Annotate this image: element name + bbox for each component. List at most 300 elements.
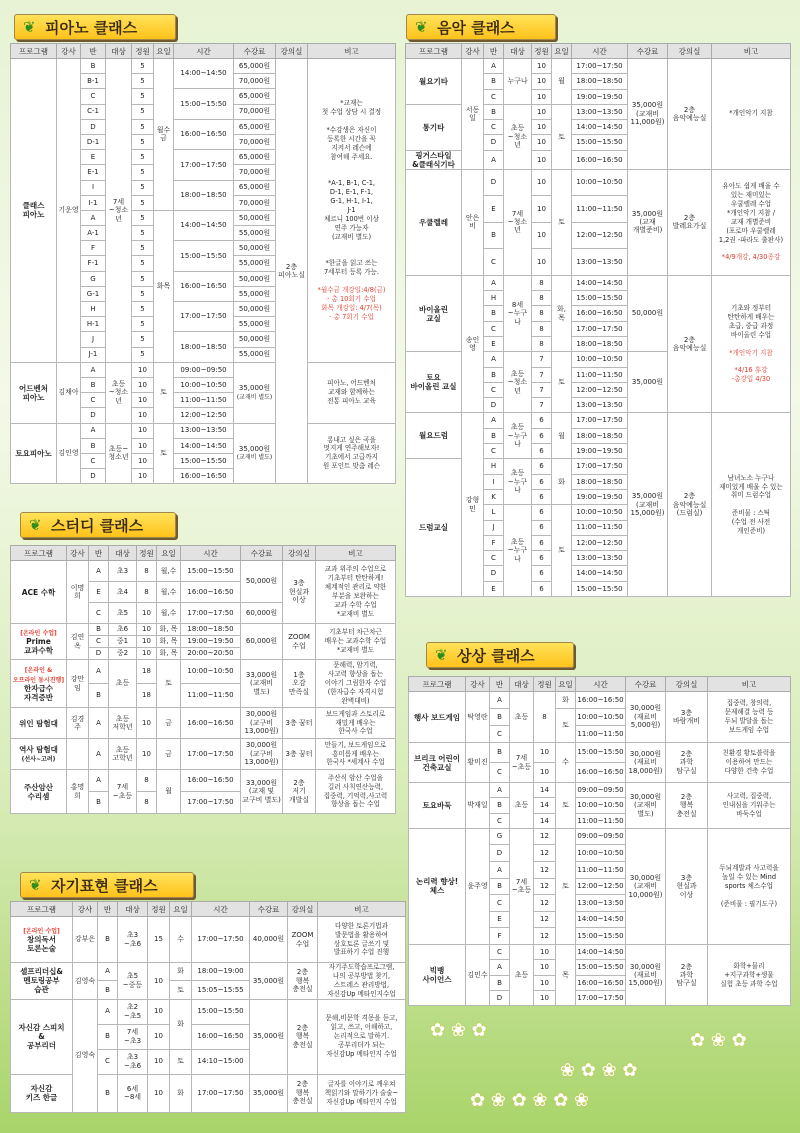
time: 09:00~09:50 <box>174 362 234 377</box>
time: 16:00~16:50 <box>181 708 241 739</box>
imag-table <box>408 676 791 1006</box>
study-section-title: ❦ 스터디 클래스 <box>20 512 176 538</box>
target: 초2 ~초5 <box>118 999 148 1024</box>
time: 14:00~14:50 <box>572 275 628 290</box>
target: 7세 ~청소년 <box>504 169 532 275</box>
capacity: 10 <box>532 150 552 169</box>
capacity: 10 <box>534 743 556 763</box>
capacity: 10 <box>137 708 157 739</box>
teacher: 김민수 <box>466 945 490 1006</box>
fee: 35,000원 (교재비 11,000원) <box>628 59 668 170</box>
time: 17:00~17:50 <box>174 150 234 180</box>
capacity: 8 <box>532 291 552 306</box>
room: 2층 음악예능실 <box>668 59 712 170</box>
program-name: 브리크 어린이 건축교실 <box>409 743 466 783</box>
class-code: B <box>81 438 106 453</box>
table-row <box>409 828 791 845</box>
table-row <box>409 945 791 960</box>
capacity: 6 <box>532 413 552 428</box>
note: 주산식 암산 수업을 길러 사칙연산능력, 집중력, 기억력,사고력 향상을 돕는 수업 <box>316 770 396 814</box>
capacity: 8 <box>137 770 157 792</box>
capacity: 7 <box>532 352 552 367</box>
capacity: 5 <box>132 241 154 256</box>
capacity: 10 <box>132 393 154 408</box>
capacity: 7 <box>532 398 552 413</box>
capacity: 10 <box>532 120 552 135</box>
column-header: 반 <box>89 546 109 561</box>
program-name: ACE 수학 <box>11 561 67 624</box>
column-header: 대상 <box>118 902 148 917</box>
day: 토 <box>154 423 174 484</box>
class-code: H <box>484 459 504 474</box>
day: 화 <box>170 963 192 981</box>
capacity: 8 <box>137 582 157 603</box>
class-code: D-1 <box>81 134 106 149</box>
class-code: C <box>98 1049 118 1074</box>
capacity: 10 <box>148 963 170 1000</box>
program-name: 셀프리더십& 멘토링공부 습관 <box>11 963 73 1000</box>
capacity: 6 <box>532 505 552 520</box>
time: 14:10~15:00 <box>192 1049 250 1074</box>
time: 11:00~11:50 <box>181 684 241 708</box>
class-code: C <box>484 321 504 336</box>
capacity: 6 <box>532 581 552 596</box>
class-code: H <box>81 302 106 317</box>
column-header: 반 <box>484 44 504 59</box>
sprout-icon: ❦ <box>435 646 448 664</box>
day: 토 <box>157 660 181 708</box>
capacity: 12 <box>534 862 556 879</box>
time: 17:00~17:50 <box>174 302 234 332</box>
capacity: 8 <box>137 792 157 814</box>
column-header: 강사 <box>57 44 81 59</box>
time: 12:00~12:50 <box>572 222 628 249</box>
table-row <box>409 692 791 709</box>
class-code: B <box>98 917 118 963</box>
program-name: 핑거스타일 &클래식기타 <box>406 150 462 169</box>
fee: 70,000원 <box>234 74 276 89</box>
time: 18:00~18:50 <box>174 180 234 210</box>
day: 월 <box>552 413 572 459</box>
program-name: [온라인 수업] 창의독서 토론논술 <box>11 917 73 963</box>
time: 10:00~10:50 <box>572 505 628 520</box>
day: 토 <box>552 104 572 169</box>
program-name: 바이올린 교실 <box>406 275 462 351</box>
column-header: 대상 <box>510 677 534 692</box>
time: 15:00~15:50 <box>572 581 628 596</box>
day: 토 <box>552 352 572 413</box>
capacity: 10 <box>534 960 556 975</box>
target: 7세 ~초3 <box>118 1024 148 1049</box>
fee: 50,000원 <box>628 275 668 351</box>
time: 14:00~14:50 <box>572 566 628 581</box>
column-header: 요일 <box>552 44 572 59</box>
class-code: A <box>484 413 504 428</box>
room: 2층 저기 개발실 <box>283 770 316 814</box>
day: 화, 목 <box>552 275 572 351</box>
capacity: 18 <box>137 660 157 684</box>
column-header: 요일 <box>556 677 576 692</box>
column-header: 프로그램 <box>11 546 67 561</box>
fee: 70,000원 <box>234 104 276 119</box>
music-table <box>405 43 791 597</box>
time: 17:00~17:50 <box>572 321 628 336</box>
day: 금 <box>157 739 181 770</box>
piano-table <box>10 43 396 484</box>
target: 초등 저학년 <box>109 708 137 739</box>
table-row <box>11 739 396 770</box>
class-code: B <box>484 306 504 321</box>
time: 10:00~10:50 <box>572 352 628 367</box>
target: 초3 <box>109 561 137 582</box>
column-header: 대상 <box>109 546 137 561</box>
column-header: 수강료 <box>628 44 668 59</box>
fee: 35,000원 <box>250 999 288 1074</box>
capacity: 10 <box>532 59 552 74</box>
capacity: 10 <box>137 636 157 648</box>
program-name: 우쿨렐레 <box>406 169 462 275</box>
time: 18:00~18:50 <box>572 428 628 443</box>
day: 토 <box>556 709 576 743</box>
class-code: B <box>484 74 504 89</box>
target: 초3 ~초6 <box>118 1049 148 1074</box>
capacity: 14 <box>534 813 556 828</box>
day: 화, 목 <box>157 624 181 636</box>
class-code: C <box>81 393 106 408</box>
program-name: 어드벤처 피아노 <box>11 362 57 423</box>
column-header: 강사 <box>73 902 98 917</box>
header-row <box>11 902 406 917</box>
program-name: 월요드럼 <box>406 413 462 459</box>
time: 19:00~19:50 <box>572 444 628 459</box>
table-row <box>11 362 396 377</box>
teacher: 홍명희 <box>67 770 89 814</box>
capacity: 10 <box>132 362 154 377</box>
class-code: A <box>81 362 106 377</box>
column-header: 강의실 <box>666 677 708 692</box>
teacher: 황미진 <box>466 743 490 783</box>
header-row <box>406 44 791 59</box>
fee: 65,000원 <box>234 59 276 74</box>
capacity: 14 <box>534 783 556 798</box>
target: 누구나 <box>504 59 532 105</box>
column-header: 프로그램 <box>11 44 57 59</box>
teacher: 윤주영 <box>466 828 490 944</box>
program-name: [온라인 수업] Prime 교과수학 <box>11 624 67 660</box>
table-row <box>409 783 791 798</box>
time: 14:00~14:50 <box>576 945 626 960</box>
header-row <box>409 677 791 692</box>
capacity: 5 <box>132 165 154 180</box>
time: 18:00~19:00 <box>192 963 250 981</box>
class-code: C <box>490 945 510 960</box>
time: 17:00~17:50 <box>576 990 626 1005</box>
teacher: 서동일 <box>462 59 484 170</box>
fee: 33,000원 (교재 및 교구비 별도) <box>241 770 283 814</box>
class-code: B <box>98 1024 118 1049</box>
column-header: 비고 <box>308 44 396 59</box>
teacher: 강형민 <box>462 413 484 597</box>
day: 토 <box>556 783 576 829</box>
header-row <box>11 44 396 59</box>
room: 2층 음악예능실 (드럼실) <box>668 413 712 597</box>
column-header: 수강료 <box>626 677 666 692</box>
time: 15:00~15:50 <box>572 135 628 150</box>
column-header: 반 <box>81 44 106 59</box>
class-code: C <box>484 551 504 566</box>
class-code: A <box>484 150 504 169</box>
time: 15:00~15:50 <box>572 291 628 306</box>
time: 15:00~15:50 <box>174 89 234 119</box>
column-header: 정원 <box>534 677 556 692</box>
capacity: 12 <box>534 911 556 928</box>
capacity: 10 <box>148 1074 170 1112</box>
class-code: E <box>484 336 504 351</box>
table-row <box>11 708 396 739</box>
capacity: 10 <box>132 423 154 438</box>
class-code: C <box>490 763 510 783</box>
column-header: 강의실 <box>668 44 712 59</box>
target: 초4 <box>109 582 137 603</box>
target: 초등 <box>510 783 534 829</box>
target: 초등 ~청소년 <box>504 104 532 169</box>
program-name: 토요 바이올린 교실 <box>406 352 462 413</box>
class-code: C <box>81 453 106 468</box>
fee: 40,000원 <box>250 917 288 963</box>
day: 화 <box>556 692 576 709</box>
fee: 55,000원 <box>234 317 276 332</box>
note: 교과 위주의 수업으로 기초부터 탄탄하게! 체계적인 관리로 약한 부분을 보완하는 교과 수학 수업 *교재비 별도 <box>316 561 396 624</box>
note: 집중력, 창의력, 문제해결 능력 등 두뇌 발달을 돕는 보드게임 수업 <box>708 692 791 743</box>
time: 16:00~16:50 <box>572 306 628 321</box>
time: 15:00~15:50 <box>576 928 626 945</box>
fee: 50,000원 <box>234 241 276 256</box>
note: 피아노, 어드벤처 교재와 함께하는 전통 피아노 교육 <box>308 362 396 423</box>
program-name: 드럼교실 <box>406 459 462 597</box>
day: 화 <box>552 459 572 505</box>
column-header: 시간 <box>174 44 234 59</box>
class-code: F <box>490 928 510 945</box>
target: 중2 <box>109 648 137 660</box>
day: 화목 <box>154 210 174 362</box>
fee: 35,000원 <box>250 1074 288 1112</box>
capacity: 10 <box>132 377 154 392</box>
note: 화학+물리 +지구과학+생물 실험 초등 과학 수업 <box>708 945 791 1006</box>
class-code: E <box>89 582 109 603</box>
time: 13:00~13:50 <box>572 551 628 566</box>
time: 16:00~16:50 <box>174 119 234 149</box>
class-code: B <box>484 367 504 382</box>
time: 11:00~11:50 <box>572 520 628 535</box>
class-code: E <box>484 196 504 223</box>
table-row <box>406 275 791 290</box>
room: 3층 현실과 이상 <box>666 828 708 944</box>
column-header: 강의실 <box>276 44 308 59</box>
capacity: 6 <box>532 428 552 443</box>
time: 10:00~10:50 <box>576 845 626 862</box>
teacher: 김인영 <box>57 423 81 484</box>
time: 19:00~19:50 <box>572 489 628 504</box>
target: 8세 ~누구나 <box>504 275 532 351</box>
class-code: B <box>89 792 109 814</box>
fee: 65,000원 <box>234 89 276 104</box>
class-code: D <box>81 408 106 423</box>
capacity: 10 <box>148 1024 170 1049</box>
class-code: E <box>81 150 106 165</box>
column-header: 대상 <box>504 44 532 59</box>
class-code: B <box>98 1074 118 1112</box>
class-code: B <box>484 104 504 119</box>
note: *교재는 첫 수업 상담 시 결정 *수강생은 자신이 등록한 시간을 꼭 지켜서 레슨에 참여해 주세요. *A-1, B-1, C-1, D-1, E-1, F-1, G-1, H-1, I-1, J-1 체르니 100번 이상 연주 가능자 (교재비 별도) *한글을 읽고 쓰는 7세부터 등록 가능. *월수금 개강일:4/8(금) - 총 10회기 수업 화목 개강일: 4/7(목) - 총 7회기 수업 <box>308 59 396 363</box>
capacity: 5 <box>132 317 154 332</box>
teacher: 기운영 <box>57 59 81 363</box>
flower-icon: ✿ ❀ ✿ <box>430 1020 487 1041</box>
capacity: 10 <box>132 408 154 423</box>
fee: 50,000원 <box>241 561 283 603</box>
class-code: J-1 <box>81 347 106 362</box>
class-code: B <box>490 878 510 895</box>
fee: 30,000원 (재료비 5,000원) <box>626 692 666 743</box>
class-code: I-1 <box>81 195 106 210</box>
time: 13:00~13:50 <box>576 895 626 912</box>
program-name: [온라인 & 오프라인 동시진행] 한자급수 자격증반 <box>11 660 67 708</box>
time: 17:00~17:50 <box>572 413 628 428</box>
class-code: I <box>81 180 106 195</box>
fee: 50,000원 <box>234 271 276 286</box>
class-code: E-1 <box>81 165 106 180</box>
capacity: 5 <box>132 271 154 286</box>
program-name: 위인 탐험대 <box>11 708 67 739</box>
fee: 55,000원 <box>234 347 276 362</box>
column-header: 강의실 <box>283 546 316 561</box>
room: 2층 과학 탐구실 <box>666 743 708 783</box>
capacity: 15 <box>148 917 170 963</box>
day: 수 <box>170 917 192 963</box>
note: 보드게임과 스토리로 재밌게 배우는 한국사 수업 <box>316 708 396 739</box>
time: 16:00~16:50 <box>572 150 628 169</box>
time: 18:00~18:50 <box>174 332 234 362</box>
fee: 30,000원 (교재비 별도) <box>626 783 666 829</box>
class-code: A <box>490 862 510 879</box>
capacity: 8 <box>532 336 552 351</box>
day: 토 <box>556 828 576 944</box>
fee: 65,000원 <box>234 119 276 134</box>
teacher: 탁영란 <box>466 692 490 743</box>
fee: 70,000원 <box>234 195 276 210</box>
day: 월,수 <box>157 561 181 582</box>
time: 16:00~16:50 <box>181 582 241 603</box>
column-header: 프로그램 <box>409 677 466 692</box>
class-code: C <box>484 120 504 135</box>
column-header: 강사 <box>67 546 89 561</box>
column-header: 정원 <box>137 546 157 561</box>
target: 초등 ~누구나 <box>504 459 532 505</box>
note: 글자를 이야기로 깨우쳐 책읽기와 말하기가 술술~ 자신감Up 메타인지 수업 <box>318 1074 406 1112</box>
teacher <box>67 739 89 770</box>
note: 남녀노소 누구나 재미있게 배울 수 있는 취미 드럼수업 준비물 : 스틱 (수업 전 사전 개인준비) <box>712 413 791 597</box>
target: 7세 ~청소년 <box>106 59 132 363</box>
time: 15:00~15:50 <box>192 999 250 1024</box>
class-code: C <box>81 89 106 104</box>
note: 만들기, 보드게임으로 흥미롭게 배우는 한국사 *세계사 수업 <box>316 739 396 770</box>
table-row <box>11 561 396 582</box>
class-code: G <box>81 271 106 286</box>
column-header: 수강료 <box>250 902 288 917</box>
column-header: 시간 <box>192 902 250 917</box>
time: 16:00~16:50 <box>174 469 234 484</box>
target: 초등 ~청소년 <box>106 362 132 423</box>
table-row <box>11 59 396 74</box>
class-code: C <box>89 603 109 624</box>
room: 3층 현실과 이상 <box>283 561 316 624</box>
capacity: 12 <box>534 845 556 862</box>
study-table <box>10 545 396 814</box>
capacity: 5 <box>132 180 154 195</box>
teacher: 강부은 <box>73 917 98 963</box>
class-code: D <box>484 135 504 150</box>
column-header: 수강료 <box>234 44 276 59</box>
capacity: 8 <box>137 561 157 582</box>
time: 10:00~10:50 <box>174 377 234 392</box>
time: 15:00~15:50 <box>174 241 234 271</box>
class-code: D <box>89 648 109 660</box>
class-code: A <box>484 59 504 74</box>
teacher: 강만임 <box>67 660 89 708</box>
class-code: A-1 <box>81 226 106 241</box>
header-row <box>11 546 396 561</box>
program-name: 행사 보드게임 <box>409 692 466 743</box>
room: 2층 행복 충전실 <box>288 999 318 1074</box>
target: 초등 <box>510 945 534 1006</box>
piano-section-title: ❦ 피아노 클래스 <box>14 14 176 40</box>
column-header: 프로그램 <box>406 44 462 59</box>
column-header: 수강료 <box>241 546 283 561</box>
fee: 30,000원 (재료비 18,000원) <box>626 743 666 783</box>
day: 화, 목 <box>157 648 181 660</box>
class-code: H-1 <box>81 317 106 332</box>
day: 목 <box>556 945 576 1006</box>
table-row <box>11 660 396 684</box>
time: 14:00~14:50 <box>174 438 234 453</box>
fee: 70,000원 <box>234 134 276 149</box>
sprout-icon: ❦ <box>415 18 428 36</box>
capacity: 10 <box>534 975 556 990</box>
day: 토 <box>552 505 572 597</box>
fee: 35,000원 (교재비 15,000원) <box>628 413 668 597</box>
capacity: 12 <box>534 895 556 912</box>
target: 초5 <box>109 603 137 624</box>
fee: 30,000원 (교구비 13,000원) <box>241 739 283 770</box>
capacity: 10 <box>132 453 154 468</box>
teacher: 김영숙 <box>73 963 98 1000</box>
class-code: C <box>484 444 504 459</box>
table-row <box>406 169 791 196</box>
capacity: 5 <box>132 134 154 149</box>
capacity: 6 <box>532 474 552 489</box>
time: 14:00~14:50 <box>576 911 626 928</box>
time: 17:00~17:50 <box>572 59 628 74</box>
program-name: 자신감 스피치 & 공부리더 <box>11 999 73 1074</box>
time: 11:00~11:50 <box>572 196 628 223</box>
note: 사고력, 집중력, 인내심을 기워주는 바둑수업 <box>708 783 791 829</box>
fee: 35,000원 (교재비 별도) <box>234 423 276 484</box>
capacity: 6 <box>532 566 552 581</box>
time: 17:00~17:50 <box>192 917 250 963</box>
capacity: 5 <box>132 226 154 241</box>
column-header: 비고 <box>316 546 396 561</box>
class-code: C <box>490 813 510 828</box>
class-code: G <box>490 828 510 845</box>
